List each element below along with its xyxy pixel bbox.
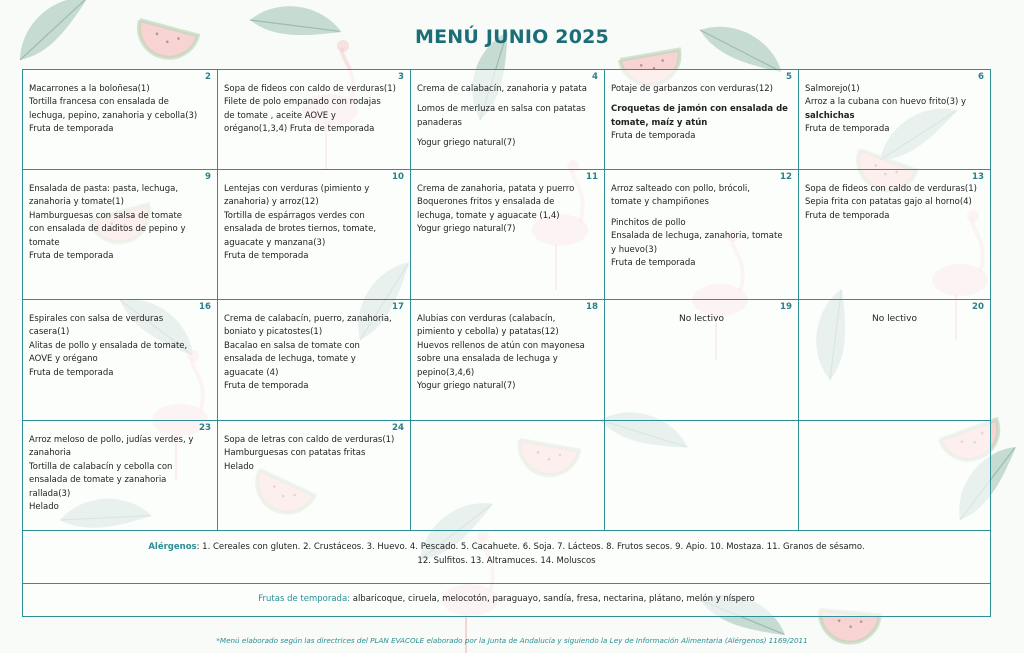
day-number: 5 — [786, 72, 792, 82]
menu-item: Crema de calabacín, zanahoria y patata — [417, 84, 587, 94]
menu-item: y huevo(3) — [611, 244, 658, 255]
day-number: 24 — [392, 423, 404, 433]
menu-item: aguacate (4) — [224, 367, 279, 378]
day-number: 12 — [780, 172, 792, 182]
menu-item: Ensalada de lechuga, zanahoria, tomate — [611, 231, 783, 242]
menu-calendar — [22, 69, 991, 617]
day-number: 17 — [392, 302, 404, 312]
day-cell — [23, 170, 218, 300]
menu-item: Potaje de garbanzos con verduras(12) — [611, 84, 773, 94]
allergens-label: Alérgenos — [148, 542, 197, 552]
fruits-label: Frutas de temporada: — [258, 594, 351, 604]
menu-item: Fruta de temporada — [611, 131, 696, 142]
day-cell — [218, 421, 411, 531]
day-cell — [23, 300, 218, 421]
day-number: 4 — [592, 72, 598, 82]
menu-item: Tortilla de calabacín y cebolla con — [29, 461, 173, 472]
menu-item: tomate — [29, 237, 60, 248]
menu-item: lechuga, pepino, zanahoria y cebolla(3) — [29, 110, 198, 121]
menu-item: Hamburguesas con patatas fritas — [224, 448, 366, 459]
day-cell — [411, 421, 605, 531]
day-number — [611, 423, 792, 434]
menu-item: Lentejas con verduras (pimiento y — [224, 184, 370, 194]
day-cell — [799, 300, 991, 421]
spacer — [417, 96, 598, 103]
menu-item: Boquerones fritos y ensalada de — [417, 197, 555, 208]
menu-item: Hamburguesas con salsa de tomate — [29, 210, 182, 221]
menu-item: Alitas de pollo y ensalada de tomate, — [29, 340, 188, 351]
menu-item: Macarrones a la boloñesa(1) — [29, 84, 150, 94]
menu-item: zanahoria) y arroz(12) — [224, 197, 319, 208]
menu-item: ensalada de lechuga, tomate y — [224, 354, 356, 365]
day-cell — [23, 70, 218, 170]
menu-item: Sopa de fideos con caldo de verduras(1) — [805, 184, 977, 194]
menu-item: boniato y picatostes(1) — [224, 327, 323, 338]
menu-item: zanahoria y tomate(1) — [29, 197, 124, 208]
menu-item: Filete de polo empanado con rodajas — [224, 97, 381, 108]
day-number: 10 — [392, 172, 404, 182]
day-cell — [605, 421, 799, 531]
day-cell — [411, 70, 605, 170]
day-number: 9 — [205, 172, 211, 182]
menu-item: aguacate y manzana(3) — [224, 237, 326, 248]
menu-item: lechuga, tomate y aguacate (1,4) — [417, 210, 560, 221]
day-cell — [411, 170, 605, 300]
day-cell — [605, 170, 799, 300]
menu-item: Fruta de temporada — [29, 124, 114, 135]
menu-item: rallada(3) — [29, 488, 71, 499]
menu-item: Sepia frita con patatas gajo al horno(4) — [805, 197, 972, 208]
menu-item: Arroz meloso de pollo, judías verdes, y — [29, 435, 194, 445]
day-cell — [411, 300, 605, 421]
day-number: 20 — [972, 302, 984, 312]
day-cell — [23, 421, 218, 531]
day-number — [417, 423, 598, 434]
menu-item: Fruta de temporada — [805, 210, 890, 221]
menu-item: Helado — [224, 461, 254, 472]
day-cell — [605, 70, 799, 170]
menu-item: Fruta de temporada — [29, 251, 114, 262]
day-number: 6 — [978, 72, 984, 82]
menu-item: Yogur griego natural(7) — [417, 138, 516, 149]
day-cell — [218, 300, 411, 421]
day-cell — [799, 170, 991, 300]
seasonal-fruits — [23, 584, 991, 617]
menu-item: tomate, maíz y atún — [611, 117, 708, 128]
menu-item: Fruta de temporada — [29, 367, 114, 378]
menu-item: panaderas — [417, 117, 462, 128]
day-cell — [218, 70, 411, 170]
menu-item: casera(1) — [29, 327, 70, 338]
menu-item: ensalada de tomate y zanahoria — [29, 475, 167, 486]
spacer — [417, 130, 598, 137]
menu-item: Fruta de temporada — [805, 124, 890, 135]
day-number: 18 — [586, 302, 598, 312]
day-number: 2 — [205, 72, 211, 82]
menu-item: Yogur griego natural(7) — [417, 381, 516, 392]
day-number — [805, 423, 984, 434]
menu-item: Arroz salteado con pollo, brócoli, — [611, 184, 750, 194]
day-cell — [799, 421, 991, 531]
menu-item: orégano(1,3,4) Fruta de temporada — [224, 124, 375, 135]
menu-item: Tortilla de espárragos verdes con — [224, 210, 365, 221]
footnote: *Menú elaborado según las directrices del PLAN EVACOLE elaborado por la Junta de Andalucía y siguiendo la Ley de Información Alimentaria (Alérgenos) 1169/2011 — [216, 636, 808, 645]
day-number: 23 — [199, 423, 211, 433]
day-number: 16 — [199, 302, 211, 312]
menu-item: Fruta de temporada — [611, 258, 696, 269]
menu-item: salchichas — [805, 110, 855, 121]
menu-item: Fruta de temporada — [224, 381, 309, 392]
menu-item: Crema de calabacín, puerro, zanahoria, — [224, 314, 392, 324]
menu-item: Pinchitos de pollo — [611, 217, 686, 228]
menu-item: Huevos rellenos de atún con mayonesa — [417, 340, 585, 351]
day-number: 13 — [972, 172, 984, 182]
menu-item: pimiento y cebolla) y patatas(12) — [417, 327, 559, 338]
day-cell — [799, 70, 991, 170]
day-number: 19 — [780, 302, 792, 312]
week-row — [23, 170, 991, 300]
menu-item: Sopa de letras con caldo de verduras(1) — [224, 435, 395, 445]
day-cell — [605, 300, 799, 421]
menu-item: ensalada de brotes tiernos, tomate, — [224, 224, 377, 235]
menu-item: Croquetas de jamón con ensalada de — [611, 104, 788, 115]
day-number: 11 — [586, 172, 598, 182]
allergens-legend — [23, 531, 991, 584]
week-row — [23, 70, 991, 170]
menu-item: tomate y champiñones — [611, 197, 709, 208]
week-row — [23, 421, 991, 531]
menu-item: Fruta de temporada — [224, 251, 309, 262]
allergens-text: : 1. Cereales con gluten. 2. Crustáceos. 3. Huevo. 4. Pescado. 5. Cacahuete. 6. Soja. 7. Lácteos. 8. Frutos secos. 9. Apio. 10. Mostaza. 11. Granos de sésamo. — [196, 542, 865, 552]
menu-item: Crema de zanahoria, patata y puerro — [417, 184, 575, 194]
spacer — [611, 210, 792, 217]
menu-item: Salmorejo(1) — [805, 84, 860, 94]
day-cell — [218, 170, 411, 300]
menu-item: Yogur griego natural(7) — [417, 224, 516, 235]
menu-item: AOVE y orégano — [29, 354, 98, 365]
menu-item: Sopa de fideos con caldo de verduras(1) — [224, 84, 396, 94]
menu-item: sobre una ensalada de lechuga y — [417, 354, 558, 365]
menu-item: pepino(3,4,6) — [417, 367, 475, 378]
menu-item: Alubias con verduras (calabacín, — [417, 314, 556, 324]
menu-item: Tortilla francesa con ensalada de — [29, 97, 169, 108]
day-number: 3 — [398, 72, 404, 82]
menu-item: Lomos de merluza en salsa con patatas — [417, 104, 586, 115]
page-title: MENÚ JUNIO 2025 — [415, 26, 609, 48]
week-row — [23, 300, 991, 421]
menu-item: Helado — [29, 502, 59, 513]
no-school-label: No lectivo — [872, 314, 917, 324]
menu-item: Espirales con salsa de verduras — [29, 314, 164, 324]
menu-item: Arroz a la cubana con huevo frito(3) y — [805, 97, 967, 108]
allergens-text-2: 12. Sulfitos. 13. Altramuces. 14. Moluscos — [417, 555, 596, 566]
menu-item: Bacalao en salsa de tomate con — [224, 340, 360, 351]
menu-item: zanahoria — [29, 448, 71, 459]
menu-item: Ensalada de pasta: pasta, lechuga, — [29, 184, 179, 194]
spacer — [611, 96, 792, 103]
no-school-label: No lectivo — [679, 314, 724, 324]
menu-item: con ensalada de daditos de pepino y — [29, 224, 186, 235]
menu-item: de tomate , aceite AOVE y — [224, 110, 336, 121]
fruits-text: albaricoque, ciruela, melocotón, paraguayo, sandía, fresa, nectarina, plátano, melón y níspero — [350, 594, 755, 604]
